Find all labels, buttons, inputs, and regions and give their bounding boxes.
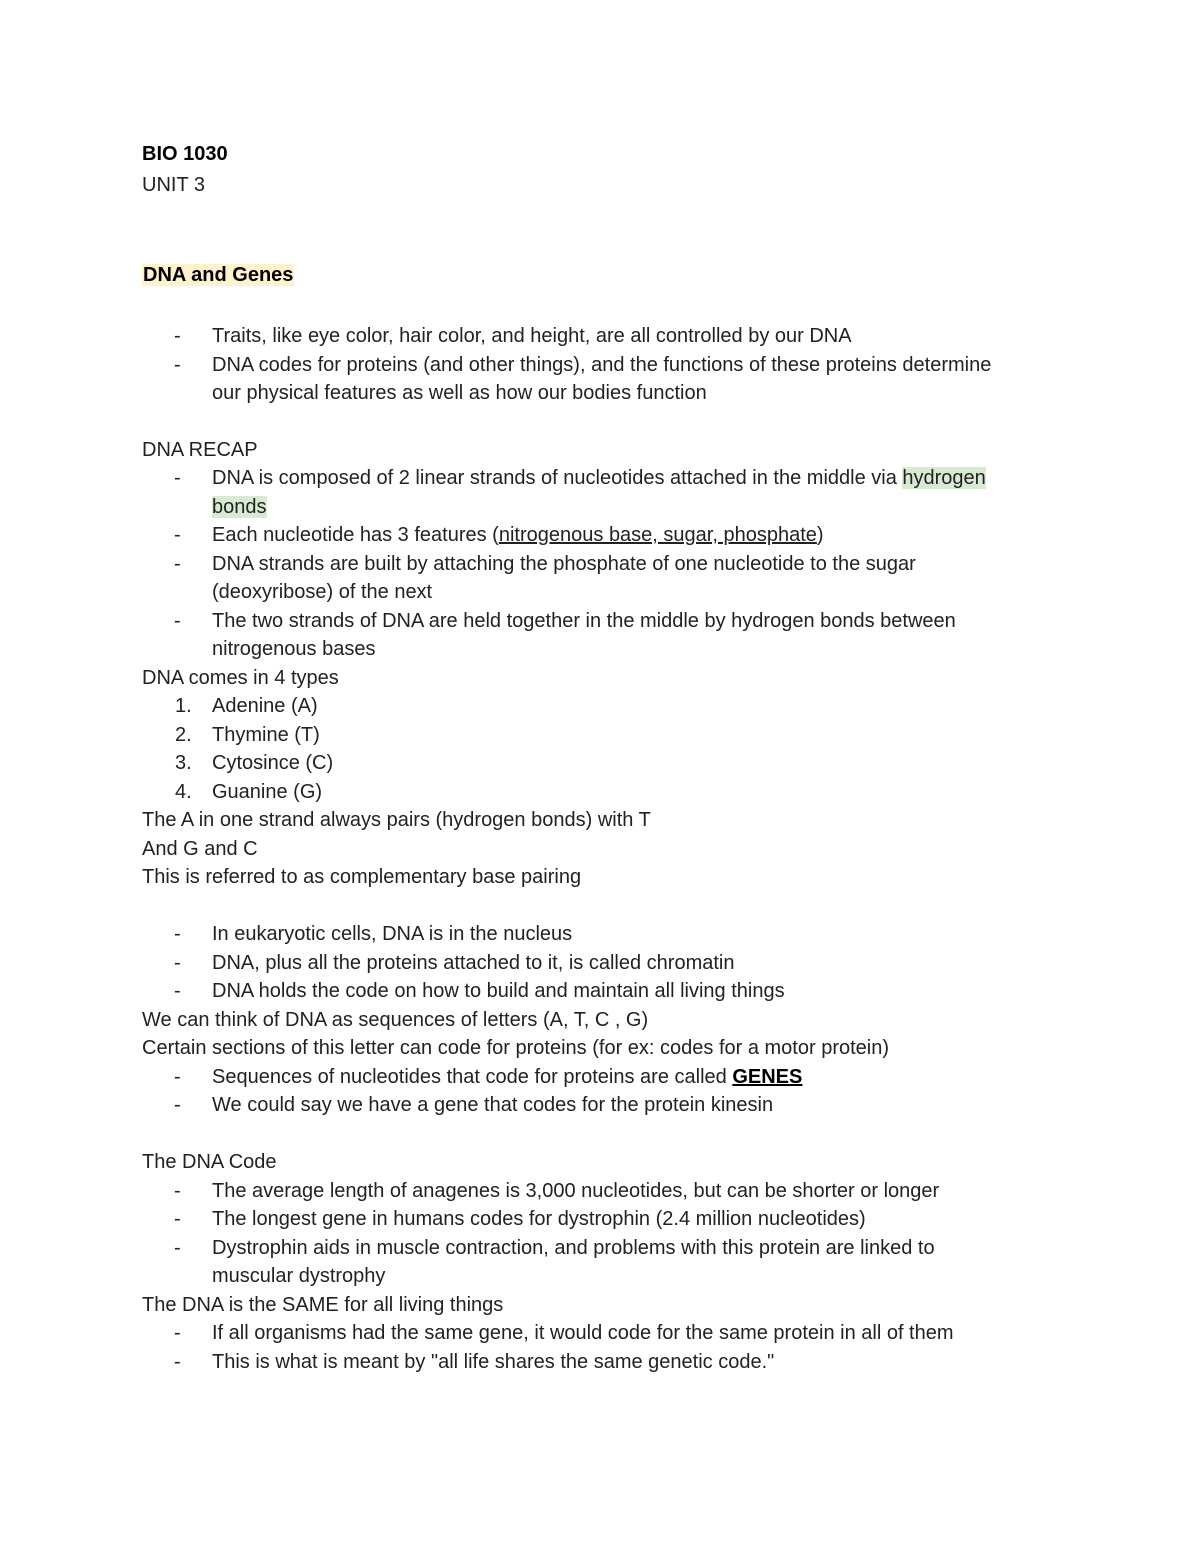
spacer [142,289,1072,322]
bullet-dash: - [174,467,181,489]
list-item: 3. Cytosince (C) [142,749,1072,778]
highlight-bonds: bonds [212,495,267,518]
bullet-dash: - [174,1322,181,1344]
base-types-list [142,692,1072,806]
list-number: 2. [175,723,192,746]
list-item: 2. Thymine (T) [142,721,1072,750]
bullet-dash: - [174,1065,181,1088]
dna-code-heading: The DNA Code [142,1151,277,1173]
bullet-dash: - [174,1208,181,1230]
bullet-dash: - [174,1350,181,1373]
spacer [142,1120,1072,1149]
list-item: 1. Adenine (A) [142,692,1072,721]
genes-term: GENES [732,1065,803,1088]
document-page [142,138,1072,1376]
same-line: The DNA is the SAME for all living things [142,1293,504,1316]
course-title: BIO 1030 [142,143,228,165]
list-item: 4. Guanine (G) [142,778,1072,807]
bullet-dash: - [174,325,181,347]
bullet-dash: - [174,951,181,974]
highlight-hydrogen: hydrogen [902,467,986,489]
list-item: - This is what is meant by "all life shares the same genetic code." [142,1348,1072,1377]
list-item: - DNA is composed of 2 linear strands of nucleotides attached in the middle via hydrogen [142,464,1072,493]
list-item: - DNA codes for proteins (and other things), and the functions of these proteins determine [142,351,1072,380]
pairing-line-2: And G and C [142,837,258,860]
list-number: 1. [175,695,192,717]
highlighted-heading: DNA and Genes [143,263,294,286]
spacer [142,200,1072,261]
recap-list [142,464,1072,664]
bullet-dash: - [174,609,181,632]
list-item: - DNA, plus all the proteins attached to it, is called chromatin [142,949,1072,978]
list-item-continuation: our physical features as well as how our bodies function [212,382,707,404]
list-item: - If all organisms had the same gene, it would code for the same protein in all of them [142,1319,1072,1348]
bullet-dash: - [174,353,181,376]
bullet-dash: - [174,980,181,1002]
unit-label: UNIT 3 [142,174,205,196]
recap-heading: DNA RECAP [142,438,258,461]
spacer [142,892,1072,921]
list-item: - We could say we have a gene that codes for the protein kinesin [142,1091,1072,1120]
spacer [142,408,1072,436]
dna-code-list [142,1177,1072,1291]
bullet-dash: - [174,923,181,945]
traits-list [142,322,1072,408]
bullet-dash: - [174,524,181,546]
bullet-dash: - [174,1179,181,1202]
genes-list [142,1063,1072,1120]
bullet-dash: - [174,552,181,575]
list-item: - The longest gene in humans codes for dystrophin (2.4 million nucleotides) [142,1205,1072,1234]
list-item: - In eukaryotic cells, DNA is in the nucleus [142,920,1072,949]
bullet-dash: - [174,1094,181,1116]
bullet-dash: - [174,1236,181,1259]
list-item: - DNA holds the code on how to build and maintain all living things [142,977,1072,1006]
list-number: 4. [175,780,192,803]
list-item-continuation [142,493,1072,522]
list-item-continuation: nitrogenous bases [212,638,376,660]
underlined-features: nitrogenous base, sugar, phosphate [498,524,817,546]
sections-line: Certain sections of this letter can code for proteins (for ex: codes for a motor protein) [142,1037,890,1059]
list-item: - Traits, like eye color, hair color, and height, are all controlled by our DNA [142,322,1072,351]
same-list [142,1319,1072,1376]
list-item: - The two strands of DNA are held together in the middle by hydrogen bonds between [142,607,1072,636]
list-item: - DNA strands are built by attaching the phosphate of one nucleotide to the sugar [142,550,1072,579]
list-item: - The average length of anagenes is 3,000 nucleotides, but can be shorter or longer [142,1177,1072,1206]
cells-list [142,920,1072,1006]
types-intro: DNA comes in 4 types [142,666,339,689]
list-number: 3. [175,752,192,774]
list-item-continuation: muscular dystrophy [212,1265,386,1287]
list-item: - Sequences of nucleotides that code for proteins are called GENES [142,1063,1072,1092]
pairing-line-3: This is referred to as complementary base pairing [142,866,582,888]
list-item-continuation: (deoxyribose) of the next [212,581,433,603]
list-item: - Dystrophin aids in muscle contraction, and problems with this protein are linked to [142,1234,1072,1263]
pairing-line-1: The A in one strand always pairs (hydrogen bonds) with T [142,809,651,831]
section-heading-dna-genes [142,261,1072,290]
list-item: - Each nucleotide has 3 features (nitrogenous base, sugar, phosphate) [142,521,1072,550]
letters-line: We can think of DNA as sequences of letters (A, T, C , G) [142,1008,649,1031]
